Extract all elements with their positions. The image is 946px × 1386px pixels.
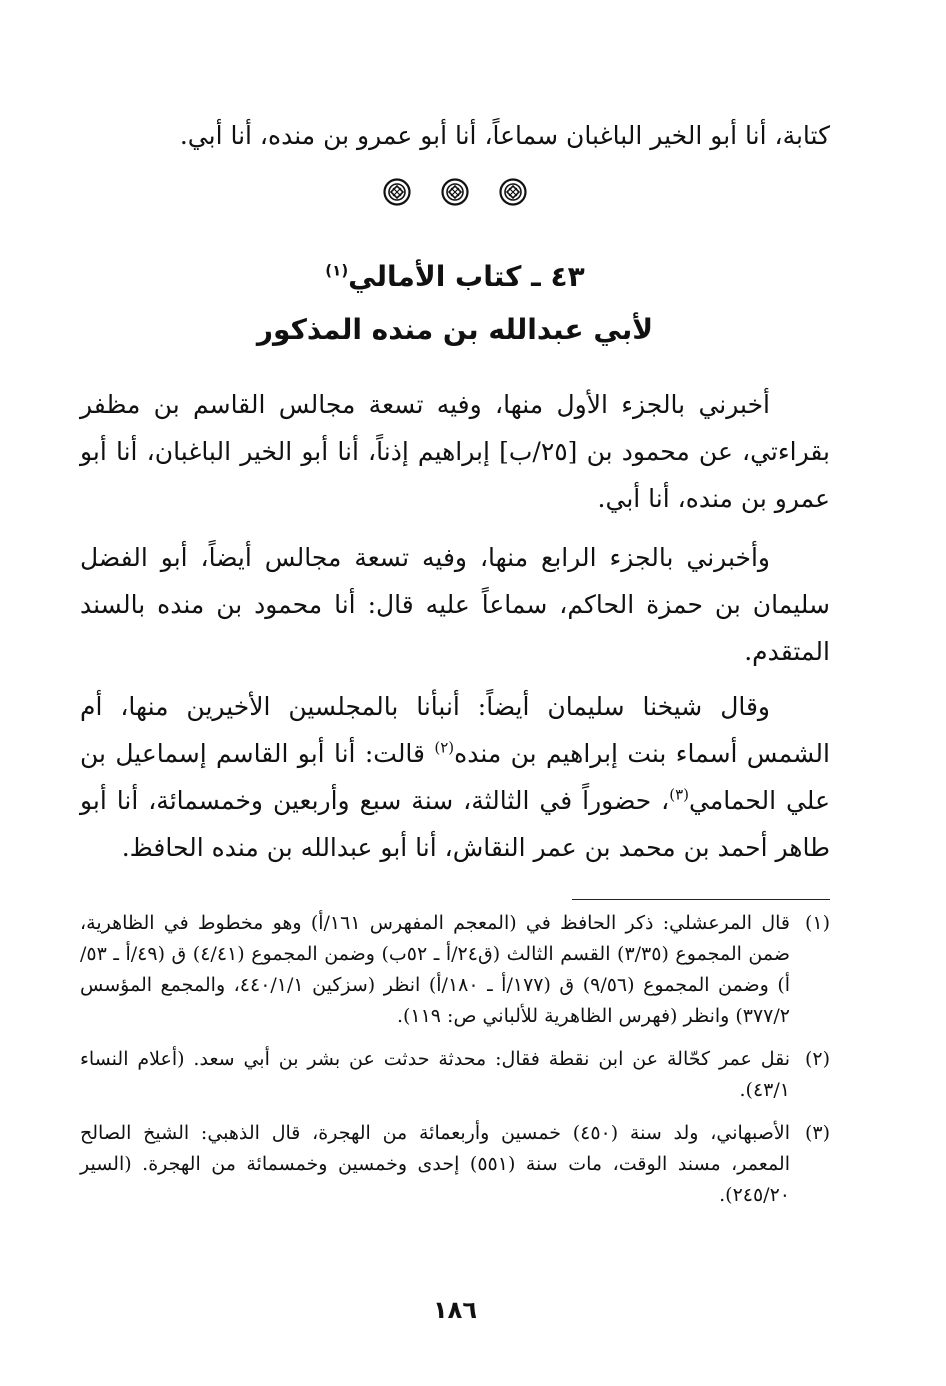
footnote-divider <box>572 899 830 900</box>
footnote-number: (١) <box>804 912 830 934</box>
footnote-item <box>80 1118 830 1211</box>
chapter-title-text: ٤٣ ـ كتاب الأمالي <box>348 260 585 293</box>
paragraph-3-part-c: ، حضوراً في الثالثة، سنة سبع وأربعين وخمسمائة، أنا أبو طاهر أحمد بن محمد بن عمر النقاش، أنا أبو عبدالله بن منده الحافظ. <box>80 786 830 862</box>
footnote-text: نقل عمر كحّالة عن ابن نقطة فقال: محدثة حدثت عن بشر بن أبي سعد. (أعلام النساء ٤٣/١). <box>80 1048 790 1101</box>
chapter-subtitle: لأبي عبدالله بن منده المذكور <box>256 313 654 346</box>
paragraph-3-part-a: وقال شيخنا سليمان أيضاً: أنبأنا بالمجلسين الأخيرين منها، أم الشمس أسماء بنت إبراهيم بن منده <box>80 692 830 768</box>
continuation-line: كتابة، أنا أبو الخير الباغبان سماعاً، أنا أبو عمرو بن منده، أنا أبي. <box>179 121 830 150</box>
footnote-number: (٣) <box>804 1122 830 1144</box>
paragraph-3 <box>80 683 830 871</box>
chapter-title <box>80 255 830 299</box>
paragraph-1: أخبرني بالجزء الأول منها، وفيه تسعة مجالس القاسم بن مظفر بقراءتي، عن محمود بن [٢٥/ب] إبراهيم إذناً، أنا أبو الخير الباغبان، أنا أبو عمرو بن منده، أنا أبي. <box>80 390 830 513</box>
page-number: ١٨٦ <box>433 1296 477 1324</box>
footnote-text: الأصبهاني، ولد سنة (٤٥٠) خمسين وأربعمائة من الهجرة، قال الذهبي: الشيخ الصالح المعمر، مسند الوقت، مات سنة (٥٥١) إحدى وخمسين وخمسمائة من الهجرة. (السير ٢٤٥/٢٠). <box>80 1122 791 1206</box>
book-page <box>80 0 830 1386</box>
ornament-icon <box>383 178 411 206</box>
ornament-icon <box>441 178 469 206</box>
paragraph-3-part-b: قالت: أنا أبو القاسم إسماعيل بن علي الحمامي <box>80 739 830 815</box>
footnote-ref[interactable]: (١) <box>325 261 349 280</box>
section-divider-ornaments <box>80 178 830 206</box>
footnote-item <box>80 908 830 1032</box>
paragraph-2: وأخبرني بالجزء الرابع منها، وفيه تسعة مجالس أيضاً، أبو الفضل سليمان بن حمزة الحاكم، سماعاً عليه قال: أنا محمود بن منده بالسند المتقدم. <box>80 543 830 666</box>
footnote-item <box>80 1044 830 1106</box>
footnote-ref[interactable]: (٢) <box>434 738 455 757</box>
footnote-ref[interactable]: (٣) <box>669 785 690 804</box>
ornament-icon <box>499 178 527 206</box>
footnote-text: قال المرعشلي: ذكر الحافظ في (المعجم المفهرس ١٦١/أ) وهو مخطوط في الظاهرية، ضمن المجموع (٣/٣٥) القسم الثالث (ق٢٤/أ ـ ٥٢ب) وضمن المجموع (٤/٤١) ق (٤٩/أ ـ ٥٣/أ) وضمن المجموع (٩/٥٦) ق (١٧٧/أ ـ ١٨٠/أ) انظر (سزكين ٤٤٠/١/١، والمجمع المؤسس ٣٧٧/٢) وانظر (فهرس الظاهرية للألباني ص: ١١٩). <box>80 912 791 1027</box>
footnotes <box>80 908 830 1223</box>
footnote-number: (٢) <box>804 1048 830 1070</box>
